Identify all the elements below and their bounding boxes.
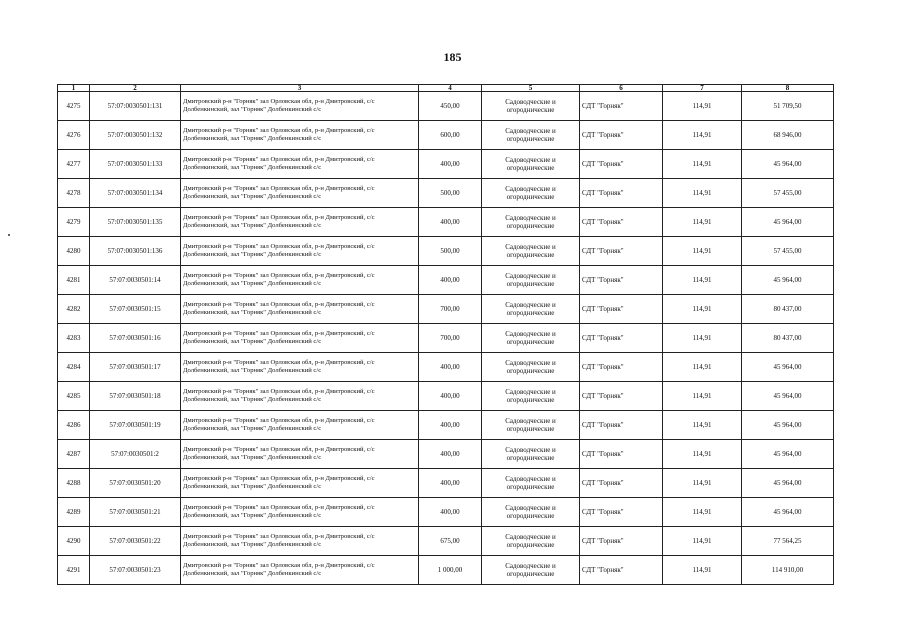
land-use-cell: Садоводческие и огороднические [482,382,580,411]
cadastral-value-cell: 77 564,25 [742,527,834,556]
owner-cell: СДТ "Горняк" [580,411,663,440]
unit-value-cell: 114,91 [663,498,742,527]
cadastral-value-cell: 45 964,00 [742,266,834,295]
column-header: 5 [482,85,580,92]
owner-cell: СДТ "Горняк" [580,237,663,266]
cadastral-value-cell: 45 964,00 [742,208,834,237]
address-cell: Дмитровский р-н "Горняк" зал Орловская обл, р-н Дмитровский, с/с Долбенкинский, зал "Горняк" Долбенкинский с/с [181,150,419,179]
address-cell: Дмитровский р-н "Горняк" зал Орловская обл, р-н Дмитровский, с/с Долбенкинский, зал "Горняк" Долбенкинский с/с [181,498,419,527]
address-cell: Дмитровский р-н "Горняк" зал Орловская обл, р-н Дмитровский, с/с Долбенкинский, зал "Горняк" Долбенкинский с/с [181,324,419,353]
row-number-cell: 4276 [58,121,90,150]
cadastral-value-cell: 57 455,00 [742,237,834,266]
cadastral-number-cell: 57:07:0030501:136 [90,237,181,266]
area-cell: 700,00 [419,324,482,353]
cadastral-number-cell: 57:07:0030501:14 [90,266,181,295]
row-number-cell: 4285 [58,382,90,411]
row-number-cell: 4275 [58,92,90,121]
cadastral-number-cell: 57:07:0030501:135 [90,208,181,237]
table-row [58,237,834,266]
area-cell: 400,00 [419,266,482,295]
area-cell: 600,00 [419,121,482,150]
land-use-cell: Садоводческие и огороднические [482,353,580,382]
address-cell: Дмитровский р-н "Горняк" зал Орловская обл, р-н Дмитровский, с/с Долбенкинский, зал "Горняк" Долбенкинский с/с [181,266,419,295]
cadastral-value-cell: 45 964,00 [742,469,834,498]
column-number-row [58,85,834,92]
cadastral-number-cell: 57:07:0030501:22 [90,527,181,556]
unit-value-cell: 114,91 [663,556,742,585]
area-cell: 500,00 [419,179,482,208]
unit-value-cell: 114,91 [663,208,742,237]
owner-cell: СДТ "Горняк" [580,92,663,121]
table-row [58,150,834,179]
land-use-cell: Садоводческие и огороднические [482,237,580,266]
column-header: 1 [58,85,90,92]
cadastral-value-cell: 51 709,50 [742,92,834,121]
table-row [58,382,834,411]
column-header: 4 [419,85,482,92]
area-cell: 400,00 [419,382,482,411]
row-number-cell: 4281 [58,266,90,295]
owner-cell: СДТ "Горняк" [580,440,663,469]
cadastral-value-cell: 45 964,00 [742,411,834,440]
cadastral-number-cell: 57:07:0030501:133 [90,150,181,179]
column-header: 2 [90,85,181,92]
area-cell: 400,00 [419,411,482,440]
area-cell: 400,00 [419,469,482,498]
unit-value-cell: 114,91 [663,469,742,498]
area-cell: 400,00 [419,440,482,469]
table-row [58,411,834,440]
cadastral-number-cell: 57:07:0030501:17 [90,353,181,382]
owner-cell: СДТ "Горняк" [580,150,663,179]
table-row [58,527,834,556]
owner-cell: СДТ "Горняк" [580,295,663,324]
table-row [58,440,834,469]
cadastral-value-cell: 68 946,00 [742,121,834,150]
cadastral-number-cell: 57:07:0030501:132 [90,121,181,150]
row-number-cell: 4279 [58,208,90,237]
table-row [58,353,834,382]
row-number-cell: 4290 [58,527,90,556]
row-number-cell: 4277 [58,150,90,179]
cadastral-value-cell: 114 910,00 [742,556,834,585]
row-number-cell: 4286 [58,411,90,440]
area-cell: 400,00 [419,353,482,382]
table-row [58,469,834,498]
unit-value-cell: 114,91 [663,527,742,556]
row-number-cell: 4288 [58,469,90,498]
land-use-cell: Садоводческие и огороднические [482,556,580,585]
cadastral-value-cell: 45 964,00 [742,382,834,411]
cadastral-value-cell: 45 964,00 [742,498,834,527]
address-cell: Дмитровский р-н "Горняк" зал Орловская обл, р-н Дмитровский, с/с Долбенкинский, зал "Горняк" Долбенкинский с/с [181,92,419,121]
row-number-cell: 4287 [58,440,90,469]
land-use-cell: Садоводческие и огороднические [482,208,580,237]
table-row [58,556,834,585]
cadastral-value-cell: 45 964,00 [742,440,834,469]
table-row [58,179,834,208]
area-cell: 500,00 [419,237,482,266]
cadastral-number-cell: 57:07:0030501:21 [90,498,181,527]
column-header: 7 [663,85,742,92]
unit-value-cell: 114,91 [663,295,742,324]
land-use-cell: Садоводческие и огороднические [482,121,580,150]
area-cell: 700,00 [419,295,482,324]
address-cell: Дмитровский р-н "Горняк" зал Орловская обл, р-н Дмитровский, с/с Долбенкинский, зал "Горняк" Долбенкинский с/с [181,556,419,585]
owner-cell: СДТ "Горняк" [580,469,663,498]
column-header: 3 [181,85,419,92]
row-number-cell: 4278 [58,179,90,208]
table-row [58,92,834,121]
unit-value-cell: 114,91 [663,353,742,382]
address-cell: Дмитровский р-н "Горняк" зал Орловская обл, р-н Дмитровский, с/с Долбенкинский, зал "Горняк" Долбенкинский с/с [181,382,419,411]
area-cell: 1 000,00 [419,556,482,585]
address-cell: Дмитровский р-н "Горняк" зал Орловская обл, р-н Дмитровский, с/с Долбенкинский, зал "Горняк" Долбенкинский с/с [181,353,419,382]
owner-cell: СДТ "Горняк" [580,179,663,208]
row-number-cell: 4291 [58,556,90,585]
land-use-cell: Садоводческие и огороднические [482,498,580,527]
address-cell: Дмитровский р-н "Горняк" зал Орловская обл, р-н Дмитровский, с/с Долбенкинский, зал "Горняк" Долбенкинский с/с [181,411,419,440]
cadastral-number-cell: 57:07:0030501:134 [90,179,181,208]
row-number-cell: 4282 [58,295,90,324]
address-cell: Дмитровский р-н "Горняк" зал Орловская обл, р-н Дмитровский, с/с Долбенкинский, зал "Горняк" Долбенкинский с/с [181,237,419,266]
cadastral-number-cell: 57:07:0030501:16 [90,324,181,353]
unit-value-cell: 114,91 [663,440,742,469]
cadastral-number-cell: 57:07:0030501:15 [90,295,181,324]
unit-value-cell: 114,91 [663,179,742,208]
owner-cell: СДТ "Горняк" [580,556,663,585]
land-registry-table [57,84,834,585]
land-use-cell: Садоводческие и огороднические [482,440,580,469]
area-cell: 450,00 [419,92,482,121]
owner-cell: СДТ "Горняк" [580,382,663,411]
address-cell: Дмитровский р-н "Горняк" зал Орловская обл, р-н Дмитровский, с/с Долбенкинский, зал "Горняк" Долбенкинский с/с [181,208,419,237]
land-use-cell: Садоводческие и огороднические [482,92,580,121]
cadastral-number-cell: 57:07:0030501:131 [90,92,181,121]
page-number: 185 [443,50,462,64]
column-header: 8 [742,85,834,92]
cadastral-number-cell: 57:07:0030501:2 [90,440,181,469]
cadastral-value-cell: 80 437,00 [742,324,834,353]
unit-value-cell: 114,91 [663,266,742,295]
unit-value-cell: 114,91 [663,150,742,179]
table-row [58,295,834,324]
cadastral-number-cell: 57:07:0030501:23 [90,556,181,585]
cadastral-number-cell: 57:07:0030501:18 [90,382,181,411]
owner-cell: СДТ "Горняк" [580,353,663,382]
owner-cell: СДТ "Горняк" [580,121,663,150]
table-row [58,266,834,295]
unit-value-cell: 114,91 [663,92,742,121]
owner-cell: СДТ "Горняк" [580,498,663,527]
table-row [58,324,834,353]
unit-value-cell: 114,91 [663,121,742,150]
land-use-cell: Садоводческие и огороднические [482,469,580,498]
row-number-cell: 4289 [58,498,90,527]
unit-value-cell: 114,91 [663,324,742,353]
row-number-cell: 4283 [58,324,90,353]
column-header: 6 [580,85,663,92]
land-use-cell: Садоводческие и огороднические [482,150,580,179]
cadastral-value-cell: 45 964,00 [742,353,834,382]
address-cell: Дмитровский р-н "Горняк" зал Орловская обл, р-н Дмитровский, с/с Долбенкинский, зал "Горняк" Долбенкинский с/с [181,527,419,556]
unit-value-cell: 114,91 [663,237,742,266]
unit-value-cell: 114,91 [663,411,742,440]
address-cell: Дмитровский р-н "Горняк" зал Орловская обл, р-н Дмитровский, с/с Долбенкинский, зал "Горняк" Долбенкинский с/с [181,295,419,324]
area-cell: 400,00 [419,208,482,237]
address-cell: Дмитровский р-н "Горняк" зал Орловская обл, р-н Дмитровский, с/с Долбенкинский, зал "Горняк" Долбенкинский с/с [181,179,419,208]
area-cell: 400,00 [419,498,482,527]
table-body [58,92,834,585]
owner-cell: СДТ "Горняк" [580,527,663,556]
land-use-cell: Садоводческие и огороднические [482,295,580,324]
area-cell: 675,00 [419,527,482,556]
table-row [58,121,834,150]
cadastral-value-cell: 57 455,00 [742,179,834,208]
row-number-cell: 4284 [58,353,90,382]
land-use-cell: Садоводческие и огороднические [482,324,580,353]
owner-cell: СДТ "Горняк" [580,324,663,353]
cadastral-value-cell: 45 964,00 [742,150,834,179]
scan-artifact-dot [8,234,10,236]
table-row [58,498,834,527]
land-use-cell: Садоводческие и огороднические [482,411,580,440]
cadastral-number-cell: 57:07:0030501:19 [90,411,181,440]
area-cell: 400,00 [419,150,482,179]
table-row [58,208,834,237]
owner-cell: СДТ "Горняк" [580,266,663,295]
cadastral-value-cell: 80 437,00 [742,295,834,324]
address-cell: Дмитровский р-н "Горняк" зал Орловская обл, р-н Дмитровский, с/с Долбенкинский, зал "Горняк" Долбенкинский с/с [181,440,419,469]
cadastral-number-cell: 57:07:0030501:20 [90,469,181,498]
unit-value-cell: 114,91 [663,382,742,411]
land-use-cell: Садоводческие и огороднические [482,527,580,556]
owner-cell: СДТ "Горняк" [580,208,663,237]
land-use-cell: Садоводческие и огороднические [482,179,580,208]
address-cell: Дмитровский р-н "Горняк" зал Орловская обл, р-н Дмитровский, с/с Долбенкинский, зал "Горняк" Долбенкинский с/с [181,469,419,498]
land-use-cell: Садоводческие и огороднические [482,266,580,295]
row-number-cell: 4280 [58,237,90,266]
address-cell: Дмитровский р-н "Горняк" зал Орловская обл, р-н Дмитровский, с/с Долбенкинский, зал "Горняк" Долбенкинский с/с [181,121,419,150]
